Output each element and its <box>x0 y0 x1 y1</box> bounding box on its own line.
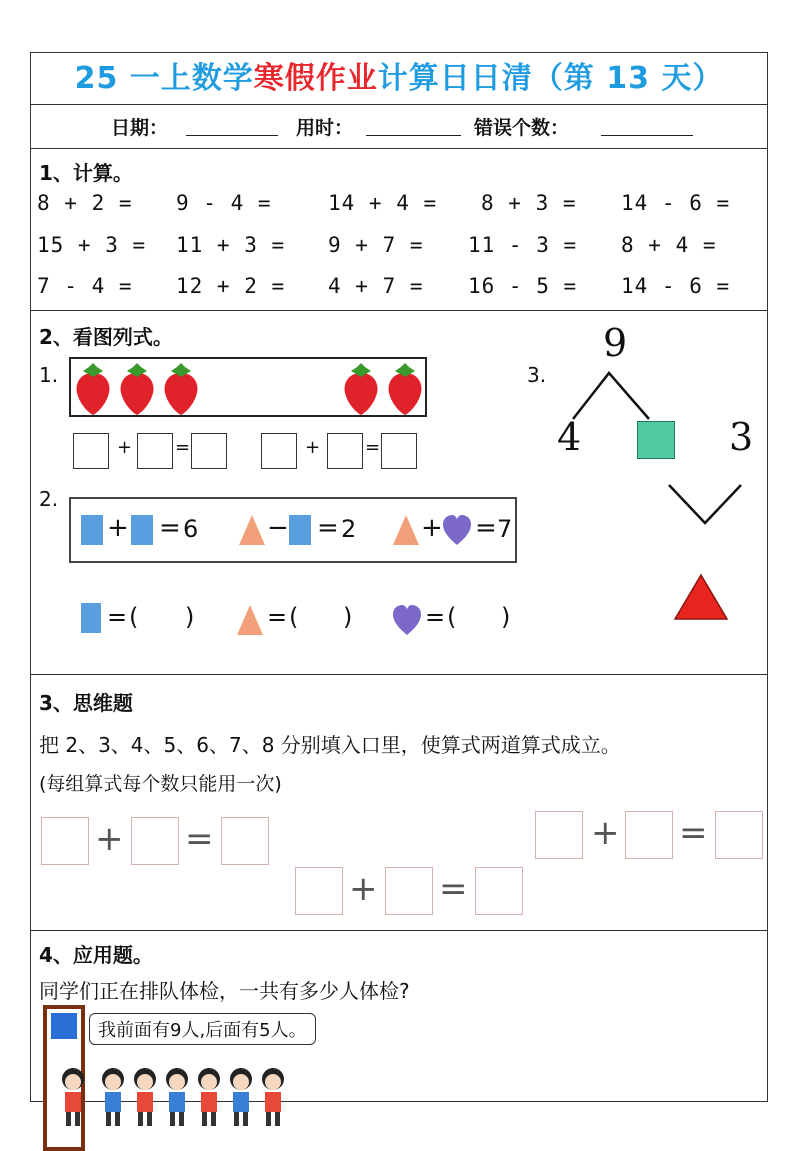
calc-item[interactable]: 4 + 7 = <box>328 274 424 298</box>
child-icon <box>230 1068 252 1126</box>
children-queue <box>59 1065 289 1145</box>
strawberries-group <box>71 361 431 417</box>
title-part-2: 寒假作业 <box>253 61 378 96</box>
section-picture-equations <box>31 311 767 675</box>
calc-item[interactable]: 9 - 4 = <box>176 191 272 215</box>
eq2-result: 2 <box>341 515 357 543</box>
info-line <box>31 113 767 143</box>
calc-item[interactable]: 14 + 4 = <box>328 191 438 215</box>
calc-item[interactable]: 7 - 4 = <box>37 274 133 298</box>
section3-note: (每组算式每个数只能用一次) <box>39 773 282 795</box>
calc-item[interactable]: 9 + 7 = <box>328 233 424 257</box>
answer-box[interactable] <box>327 433 363 469</box>
equals-sign: = <box>679 813 708 853</box>
answer-box[interactable] <box>715 811 763 859</box>
paren-close: ) <box>185 603 195 631</box>
answer-slot[interactable] <box>461 603 499 633</box>
answer-box[interactable] <box>625 811 673 859</box>
eq3-result: 7 <box>497 515 513 543</box>
child-icon <box>102 1068 124 1126</box>
errors-blank[interactable] <box>601 113 693 136</box>
answer-slot[interactable] <box>303 603 341 633</box>
heart-icon <box>393 605 421 635</box>
strawberry-icon <box>345 363 378 415</box>
paren-open: ( <box>289 603 299 631</box>
calc-item[interactable]: 15 + 3 = <box>37 233 147 257</box>
calc-item[interactable]: 8 + 2 = <box>37 191 133 215</box>
speech-bubble: 我前面有9人,后面有5人。 <box>89 1013 316 1045</box>
equals-sign: = <box>185 819 214 859</box>
child-icon <box>198 1068 220 1126</box>
equals-sign: = <box>425 603 446 631</box>
strawberry-icon <box>389 363 422 415</box>
child-icon <box>62 1068 84 1126</box>
tree-branch-lines <box>571 371 651 421</box>
triangle-icon <box>239 515 265 545</box>
answer-box[interactable] <box>137 433 173 469</box>
answer-box[interactable] <box>131 817 179 865</box>
blue-square-icon <box>81 515 103 545</box>
paren-open: ( <box>129 603 139 631</box>
child-icon <box>134 1068 156 1126</box>
answer-box[interactable] <box>261 433 297 469</box>
section1-title: 1、计算。 <box>39 161 133 185</box>
q3-label: 3. <box>527 363 547 387</box>
tree-left-number: 4 <box>557 415 582 459</box>
answer-box[interactable] <box>475 867 523 915</box>
section3-title: 3、思维题 <box>39 691 133 715</box>
time-label: 用时： <box>296 117 354 139</box>
section3-instruction: 把 2、3、4、5、6、7、8 分别填入口里，使算式两道算式成立。 <box>39 733 621 757</box>
q1-label: 1. <box>39 363 59 387</box>
paren-open: ( <box>447 603 457 631</box>
triangle-icon <box>393 515 419 545</box>
plus-sign: + <box>107 513 129 543</box>
answer-box[interactable] <box>295 867 343 915</box>
title-part-1: 25 一上数学 <box>74 61 254 96</box>
answer-box[interactable] <box>191 433 227 469</box>
blue-square-icon <box>131 515 153 545</box>
blue-square-icon <box>81 603 101 633</box>
answer-box[interactable] <box>381 433 417 469</box>
tree-merge-lines <box>667 483 743 527</box>
date-blank[interactable] <box>186 113 278 136</box>
time-blank[interactable] <box>366 113 461 136</box>
section2-title: 2、看图列式。 <box>39 325 173 349</box>
info-row <box>31 105 767 149</box>
equals-sign: = <box>439 869 468 909</box>
strawberry-icon <box>121 363 154 415</box>
page-title <box>31 53 767 105</box>
eq1-result: 6 <box>183 515 199 543</box>
equals-sign: = <box>365 437 381 458</box>
date-label: 日期： <box>111 117 169 139</box>
answer-slot[interactable] <box>143 603 183 633</box>
title-part-3: 计算日日清（第 13 天） <box>377 61 724 96</box>
calc-item[interactable]: 11 + 3 = <box>176 233 286 257</box>
triangle-icon <box>237 605 263 635</box>
answer-box[interactable] <box>73 433 109 469</box>
answer-box[interactable] <box>535 811 583 859</box>
green-square-icon[interactable] <box>637 421 675 459</box>
answer-box[interactable] <box>385 867 433 915</box>
heart-icon <box>443 515 471 545</box>
equals-sign: = <box>267 603 288 631</box>
calc-item[interactable]: 11 - 3 = <box>468 233 578 257</box>
red-triangle-icon[interactable] <box>675 575 727 619</box>
worksheet <box>30 52 768 1102</box>
section-thinking <box>31 675 767 931</box>
paren-close: ) <box>343 603 353 631</box>
calc-item[interactable]: 12 + 2 = <box>176 274 286 298</box>
section-word-problem <box>31 931 767 1101</box>
q2-label: 2. <box>39 487 59 511</box>
equals-sign: = <box>107 603 128 631</box>
plus-sign: + <box>305 437 321 458</box>
section4-title: 4、应用题。 <box>39 943 153 967</box>
calc-item[interactable]: 14 - 6 = <box>621 274 731 298</box>
child-icon <box>262 1068 284 1126</box>
plus-sign: + <box>117 437 133 458</box>
calc-item[interactable]: 16 - 5 = <box>468 274 578 298</box>
plus-sign: + <box>421 513 443 543</box>
strawberry-icon <box>165 363 198 415</box>
blue-square-icon <box>289 515 311 545</box>
strawberry-icon <box>77 363 110 415</box>
paren-close: ) <box>501 603 511 631</box>
section-calculation <box>31 149 767 311</box>
answer-box[interactable] <box>41 817 89 865</box>
child-icon <box>166 1068 188 1126</box>
equals-sign: = <box>475 513 497 543</box>
plus-sign: + <box>591 813 620 853</box>
tree-right-number: 3 <box>729 415 754 459</box>
calc-item[interactable]: 14 - 6 = <box>621 191 731 215</box>
calc-item[interactable]: 8 + 4 = <box>621 233 717 257</box>
calc-item[interactable]: 8 + 3 = <box>481 191 577 215</box>
section4-question: 同学们正在排队体检，一共有多少人体检? <box>39 979 410 1003</box>
minus-sign: − <box>267 513 289 543</box>
plus-sign: + <box>95 819 124 859</box>
equals-sign: = <box>317 513 339 543</box>
equals-sign: = <box>175 437 191 458</box>
tree-top-number: 9 <box>603 321 628 365</box>
equals-sign: = <box>159 513 181 543</box>
plus-sign: + <box>349 869 378 909</box>
title-row <box>31 53 767 105</box>
errors-label: 错误个数： <box>474 117 570 139</box>
answer-box[interactable] <box>221 817 269 865</box>
